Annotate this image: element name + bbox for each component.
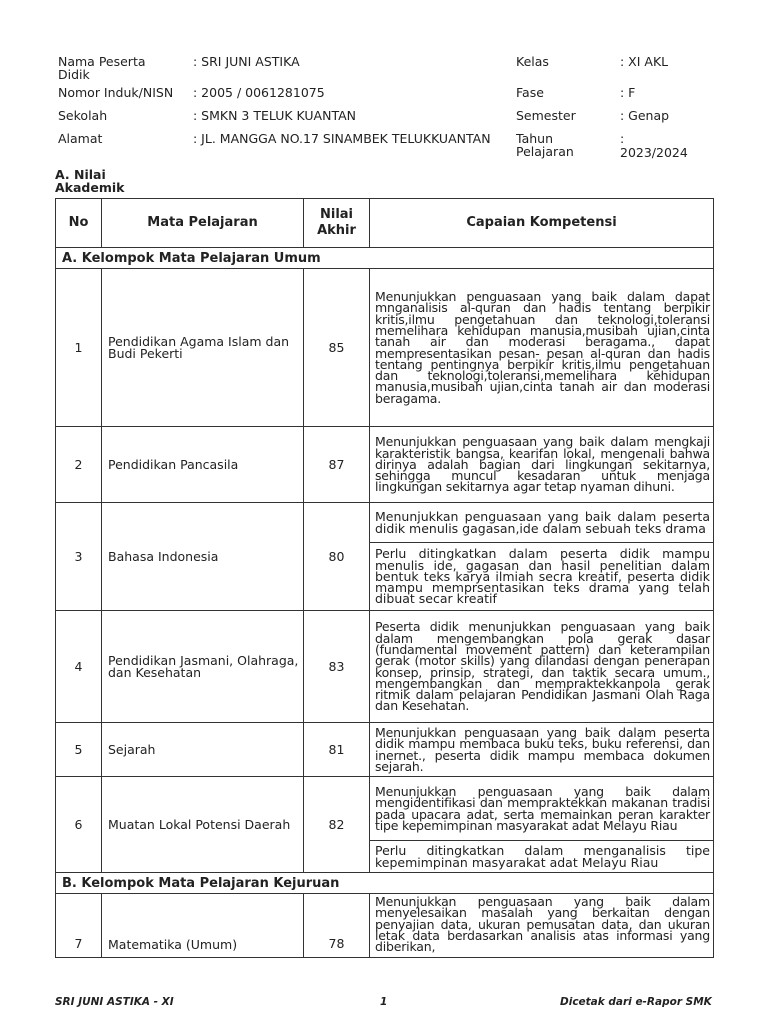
row-capaian: Menunjukkan penguasaan yang baik dalam menyelesaikan masalah yang berkaitan dengan penyajian data, ukuran pemusatan data, dan ukuran letak data berdasarkan analisis atas informasi yang diberikan, [370,894,714,958]
row-nilai: 78 [304,894,370,958]
fase-label: Fase [516,85,544,100]
row-capaian: Menunjukkan penguasaan yang baik dalam peserta didik menulis gagasan,ide dalam sebuah teks drama [370,503,714,543]
nama-value: : SRI JUNI ASTIKA [193,54,300,69]
row-mapel: Bahasa Indonesia [102,503,304,611]
row-no: 5 [56,723,102,777]
section-title: A. Nilai Akademik [55,167,125,195]
row-nilai: 82 [304,777,370,873]
header-nilai [304,199,370,248]
row-no: 4 [56,611,102,723]
header-nilai-label: Nilai Akhir [317,207,356,238]
row-nilai: 83 [304,611,370,723]
nama-label: Nama Peserta Didik [58,54,146,82]
fase-value: : F [620,85,636,100]
footer-page-number: 1 [380,996,388,1008]
row-nilai: 81 [304,723,370,777]
row-nilai: 87 [304,427,370,503]
row-mapel: Matematika (Umum) [102,894,304,958]
table-row [56,894,714,958]
row-mapel: Pendidikan Pancasila [102,427,304,503]
row-no: 1 [56,269,102,427]
row-capaian: Perlu ditingkatkan dalam peserta didik mampu menulis ide, gagasan dan hasil penelitian dalam bentuk teks karya ilmiah secra kreatif, peserta didik mampu memprsentasikan teks drama yang telah dibuat secar kreatif [370,543,714,611]
semester-label: Semester [516,108,576,123]
alamat-value: : JL. MANGGA NO.17 SINAMBEK TELUKKUANTAN [193,131,491,146]
table-header-row [56,199,714,248]
table-row [56,723,714,777]
header-no: No [56,199,102,248]
row-no: 7 [56,894,102,958]
row-mapel: Pendidikan Agama Islam dan Budi Pekerti [102,269,304,427]
tahun-label: Tahun Pelajaran [516,131,574,159]
table-row [56,611,714,723]
row-capaian: Menunjukkan penguasaan yang baik dalam mengidentifikasi dan mempraktekkan makanan tradisi pada upacara adat, serta memainkan peran karakter tipe kepemimpinan masyarakat adat Melayu Riau [370,777,714,841]
table-row [56,269,714,427]
tahun-colon: : [620,131,625,146]
footer-printed-by: Dicetak dari e-Rapor SMK [560,996,712,1008]
row-capaian: Peserta didik menunjukkan penguasaan yang baik dalam mengembangkan pola gerak dasar (fundamental movement pattern) dan keterampilan gerak (motor skills) yang dilandasi dengan penerapan konsep, prinsip, strategi, dan taktik secara umum., mengembangkan dan mempraktekkanpola gerak ritmik dalam pelajaran Pendidikan Jasmani Olah Raga dan Kesehatan. [370,611,714,723]
row-capaian: Menunjukkan penguasaan yang baik dalam peserta didik mampu membaca buku teks, buku referensi, dan inernet., peserta didik mampu membaca dokumen sejarah. [370,723,714,777]
footer-student: SRI JUNI ASTIKA - XI [55,996,174,1008]
header-capaian: Capaian Kompetensi [370,199,714,248]
row-capaian: Perlu ditingkatkan dalam menganalisis tipe kepemimpinan masyarakat adat Melayu Riau [370,841,714,873]
tahun-value: 2023/2024 [620,145,688,160]
semester-value: : Genap [620,108,670,123]
row-mapel: Pendidikan Jasmani, Olahraga, dan Kesehatan [102,611,304,723]
row-nilai: 80 [304,503,370,611]
row-mapel: Muatan Lokal Potensi Daerah [102,777,304,873]
group-row-umum [56,248,714,269]
group-label-kejuruan: B. Kelompok Mata Pelajaran Kejuruan [56,873,714,894]
header-mapel: Mata Pelajaran [102,199,304,248]
nilai-table [55,198,714,958]
row-nilai: 85 [304,269,370,427]
row-capaian: Menunjukkan penguasaan yang baik dalam mengkaji karakteristik bangsa, kearifan lokal, mengenali bahwa dirinya adalah bagian dari lingkungan sekitarnya, sehingga muncul kesadaran untuk menjaga lingkungan sekitarnya agar tetap nyaman dihuni. [370,427,714,503]
nisn-label: Nomor Induk/NISN [58,85,174,100]
group-row-kejuruan [56,873,714,894]
group-label-umum: A. Kelompok Mata Pelajaran Umum [56,248,714,269]
row-no: 3 [56,503,102,611]
row-capaian: Menunjukkan penguasaan yang baik dalam dapat mnganalisis al-quran dan hadis tentang berpikir kritis,ilmu pengetahuan dan teknologi,toleransi memelihara kehidupan manusia,musibah ujian,cinta tanah air dan moderasi beragama., dapat mempresentasikan pesan- pesan al-quran dan hadis tentang pentingnya berpikir kritis,ilmu pengetahuan dan teknologi,toleransi,memelihara kehidupan manusia,musibah ujian,cinta tanah air dan moderasi beragama. [370,269,714,427]
kelas-label: Kelas [516,54,549,69]
nisn-value: : 2005 / 0061281075 [193,85,325,100]
table-row [56,777,714,841]
alamat-label: Alamat [58,131,103,146]
table-row [56,503,714,543]
kelas-value: : XI AKL [620,54,669,69]
table-row [56,427,714,503]
row-no: 2 [56,427,102,503]
row-no: 6 [56,777,102,873]
sekolah-value: : SMKN 3 TELUK KUANTAN [193,108,357,123]
sekolah-label: Sekolah [58,108,108,123]
row-mapel: Sejarah [102,723,304,777]
